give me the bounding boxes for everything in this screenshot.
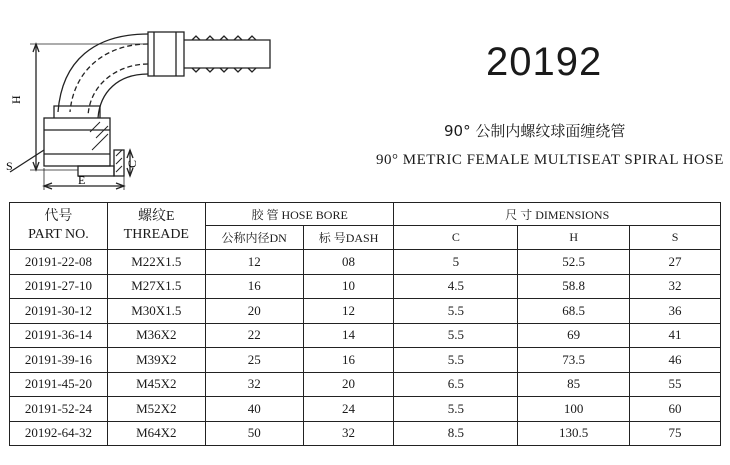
header-thread-en: THREADE xyxy=(123,227,189,242)
header-part-no xyxy=(10,203,108,250)
header-thread xyxy=(107,203,205,250)
cell-dn: 25 xyxy=(205,348,303,373)
cell-s: 46 xyxy=(630,348,721,373)
cell-s: 32 xyxy=(630,274,721,299)
cell-dash: 20 xyxy=(303,372,394,397)
cell-h: 52.5 xyxy=(518,250,630,275)
cell-c: 6.5 xyxy=(394,372,518,397)
cell-s: 75 xyxy=(630,421,721,446)
spec-table xyxy=(9,202,721,446)
header-part-cn: 代号 xyxy=(44,209,73,224)
cell-c: 5.5 xyxy=(394,348,518,373)
cell-h: 130.5 xyxy=(518,421,630,446)
dim-label-c: C xyxy=(125,159,139,168)
cell-thread: M39X2 xyxy=(107,348,205,373)
table-row xyxy=(10,299,721,324)
part-number-title: 20192 xyxy=(486,40,603,84)
cell-h: 58.8 xyxy=(518,274,630,299)
cell-part: 20191-52-24 xyxy=(10,397,108,422)
table-row xyxy=(10,397,721,422)
cell-dash: 10 xyxy=(303,274,394,299)
elbow-inner xyxy=(98,74,148,118)
cell-c: 5.5 xyxy=(394,397,518,422)
cell-part: 20191-27-10 xyxy=(10,274,108,299)
cell-dn: 22 xyxy=(205,323,303,348)
table-row xyxy=(10,250,721,275)
header-part-en: PART NO. xyxy=(28,227,89,242)
dim-label-s: S xyxy=(6,159,13,173)
header-thread-cn: 螺纹E xyxy=(138,209,175,224)
cell-part: 20191-45-20 xyxy=(10,372,108,397)
cell-thread: M45X2 xyxy=(107,372,205,397)
cell-thread: M27X1.5 xyxy=(107,274,205,299)
cell-thread: M64X2 xyxy=(107,421,205,446)
cell-dash: 08 xyxy=(303,250,394,275)
cell-s: 27 xyxy=(630,250,721,275)
cell-dn: 16 xyxy=(205,274,303,299)
cell-s: 55 xyxy=(630,372,721,397)
cell-dn: 50 xyxy=(205,421,303,446)
cell-dash: 32 xyxy=(303,421,394,446)
product-title-cn: 90° 公制内螺纹球面缠绕管 xyxy=(444,122,626,140)
cell-dash: 16 xyxy=(303,348,394,373)
cell-thread: M30X1.5 xyxy=(107,299,205,324)
insert-outline xyxy=(184,40,270,68)
cell-part: 20192-64-32 xyxy=(10,421,108,446)
cell-h: 68.5 xyxy=(518,299,630,324)
table-row xyxy=(10,421,721,446)
cell-part: 20191-30-12 xyxy=(10,299,108,324)
cell-dash: 14 xyxy=(303,323,394,348)
cell-dn: 12 xyxy=(205,250,303,275)
header-dimensions: 尺 寸 DIMENSIONS xyxy=(394,203,721,226)
fitting-drawing xyxy=(0,0,290,200)
cell-s: 41 xyxy=(630,323,721,348)
header-c: C xyxy=(394,226,518,250)
table-row xyxy=(10,348,721,373)
cell-dn: 40 xyxy=(205,397,303,422)
cell-dash: 12 xyxy=(303,299,394,324)
cell-h: 100 xyxy=(518,397,630,422)
dim-label-e: E xyxy=(78,173,86,187)
cell-h: 73.5 xyxy=(518,348,630,373)
header-dash: 标 号DASH xyxy=(303,226,394,250)
cell-thread: M36X2 xyxy=(107,323,205,348)
cell-dash: 24 xyxy=(303,397,394,422)
dim-label-h: H xyxy=(9,95,23,104)
cell-s: 60 xyxy=(630,397,721,422)
cell-dn: 32 xyxy=(205,372,303,397)
cell-part: 20191-22-08 xyxy=(10,250,108,275)
cell-s: 36 xyxy=(630,299,721,324)
table-row xyxy=(10,372,721,397)
cell-c: 5 xyxy=(394,250,518,275)
cell-c: 4.5 xyxy=(394,274,518,299)
cell-c: 5.5 xyxy=(394,299,518,324)
cell-h: 85 xyxy=(518,372,630,397)
header-dn: 公称内径DN xyxy=(205,226,303,250)
header-hose-bore: 胶 管 HOSE BORE xyxy=(205,203,394,226)
table-row xyxy=(10,274,721,299)
cell-part: 20191-39-16 xyxy=(10,348,108,373)
cell-part: 20191-36-14 xyxy=(10,323,108,348)
cell-thread: M22X1.5 xyxy=(107,250,205,275)
product-title-en: 90° METRIC FEMALE MULTISEAT SPIRAL HOSE xyxy=(376,152,724,168)
cell-dn: 20 xyxy=(205,299,303,324)
cell-c: 8.5 xyxy=(394,421,518,446)
table-row xyxy=(10,323,721,348)
cell-c: 5.5 xyxy=(394,323,518,348)
cell-h: 69 xyxy=(518,323,630,348)
header-h: H xyxy=(518,226,630,250)
cell-thread: M52X2 xyxy=(107,397,205,422)
header-s: S xyxy=(630,226,721,250)
